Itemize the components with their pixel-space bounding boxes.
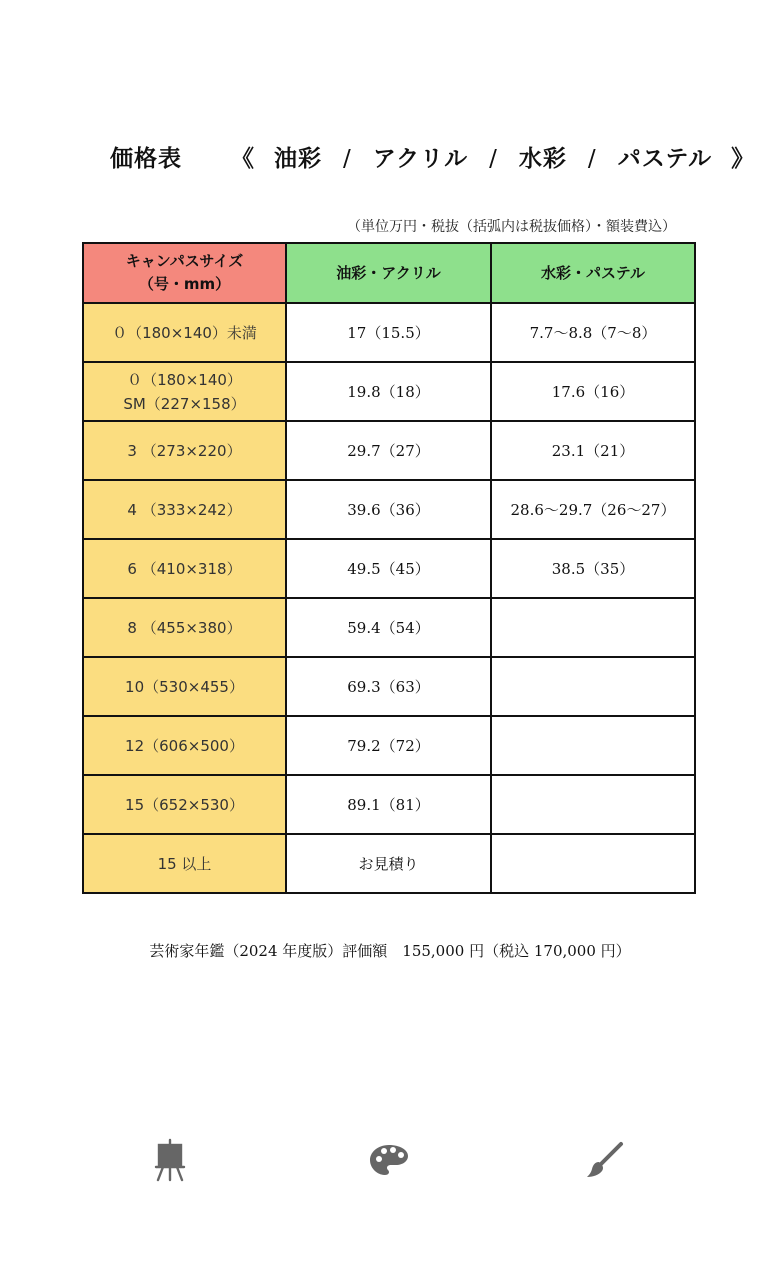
- oil-price-cell: 39.6（36）: [286, 480, 491, 539]
- nav-easel[interactable]: [140, 1130, 200, 1190]
- water-price-cell: [491, 598, 695, 657]
- title-medium-oil: 油彩: [274, 146, 323, 172]
- size-cell: 12（606×500）: [83, 716, 286, 775]
- title-separator: /: [489, 146, 498, 172]
- table-row: [83, 716, 695, 775]
- size-line2: SM（227×158）: [123, 394, 246, 413]
- table-row: [83, 775, 695, 834]
- size-cell: 3 （273×220）: [83, 421, 286, 480]
- page-title: [110, 140, 765, 173]
- title-separator: /: [587, 146, 597, 172]
- title-separator: /: [343, 146, 352, 172]
- table-header-row: [83, 243, 695, 303]
- oil-price-cell: 17（15.5）: [286, 303, 491, 362]
- water-price-cell: 23.1（21）: [491, 421, 695, 480]
- size-cell: ０（180×140）未満: [83, 303, 286, 362]
- table-row: [83, 362, 695, 421]
- oil-price-cell: 69.3（63）: [286, 657, 491, 716]
- title-medium-pastel: パステル: [617, 146, 713, 172]
- water-price-cell: [491, 834, 695, 893]
- table-row: [83, 480, 695, 539]
- table-row: [83, 421, 695, 480]
- water-price-cell: 38.5（35）: [491, 539, 695, 598]
- water-price-cell: 7.7～8.8（7～8）: [491, 303, 695, 362]
- nav-paintbrush[interactable]: [575, 1130, 635, 1190]
- table-row: [83, 834, 695, 893]
- title-open-bracket: 《: [231, 146, 256, 172]
- size-cell: [83, 362, 286, 421]
- size-cell: 8 （455×380）: [83, 598, 286, 657]
- oil-price-cell: 79.2（72）: [286, 716, 491, 775]
- table-row: [83, 598, 695, 657]
- title-medium-acrylic: アクリル: [372, 146, 469, 172]
- header-watercolor-pastel: 水彩・パステル: [491, 243, 695, 303]
- size-line1: ０（180×140）: [127, 370, 242, 389]
- water-price-cell: [491, 716, 695, 775]
- size-cell: 10（530×455）: [83, 657, 286, 716]
- title-close-bracket: 》: [731, 146, 756, 172]
- table-row: [83, 539, 695, 598]
- oil-price-cell: 49.5（45）: [286, 539, 491, 598]
- oil-price-cell: お見積り: [286, 834, 491, 893]
- water-price-cell: [491, 657, 695, 716]
- price-table: [82, 242, 696, 894]
- oil-price-cell: 29.7（27）: [286, 421, 491, 480]
- table-row: [83, 657, 695, 716]
- header-canvas-size: [83, 243, 286, 303]
- size-cell: 4 （333×242）: [83, 480, 286, 539]
- water-price-cell: [491, 775, 695, 834]
- table-row: [83, 303, 695, 362]
- appraisal-note: 芸術家年鑑（2024 年度版）評価額 155,000 円（税込 170,000 円）: [149, 942, 631, 960]
- water-price-cell: 28.6～29.7（26～27）: [491, 480, 695, 539]
- easel-icon: [153, 1138, 187, 1182]
- paintbrush-icon: [585, 1140, 625, 1180]
- title-medium-watercolor: 水彩: [518, 146, 567, 172]
- oil-price-cell: 89.1（81）: [286, 775, 491, 834]
- nav-palette[interactable]: [359, 1130, 419, 1190]
- oil-price-cell: 19.8（18）: [286, 362, 491, 421]
- water-price-cell: 17.6（16）: [491, 362, 695, 421]
- size-cell: 6 （410×318）: [83, 539, 286, 598]
- unit-note: （単位万円・税抜（括弧内は税抜価格）・額装費込）: [347, 219, 676, 235]
- size-cell: 15（652×530）: [83, 775, 286, 834]
- header-size-line2: （号・mm）: [138, 275, 231, 293]
- size-cell: 15 以上: [83, 834, 286, 893]
- header-oil-acrylic: 油彩・アクリル: [286, 243, 491, 303]
- title-head: 価格表: [110, 146, 182, 172]
- header-size-line1: キャンパスサイズ: [125, 252, 244, 270]
- palette-icon: [368, 1143, 410, 1177]
- oil-price-cell: 59.4（54）: [286, 598, 491, 657]
